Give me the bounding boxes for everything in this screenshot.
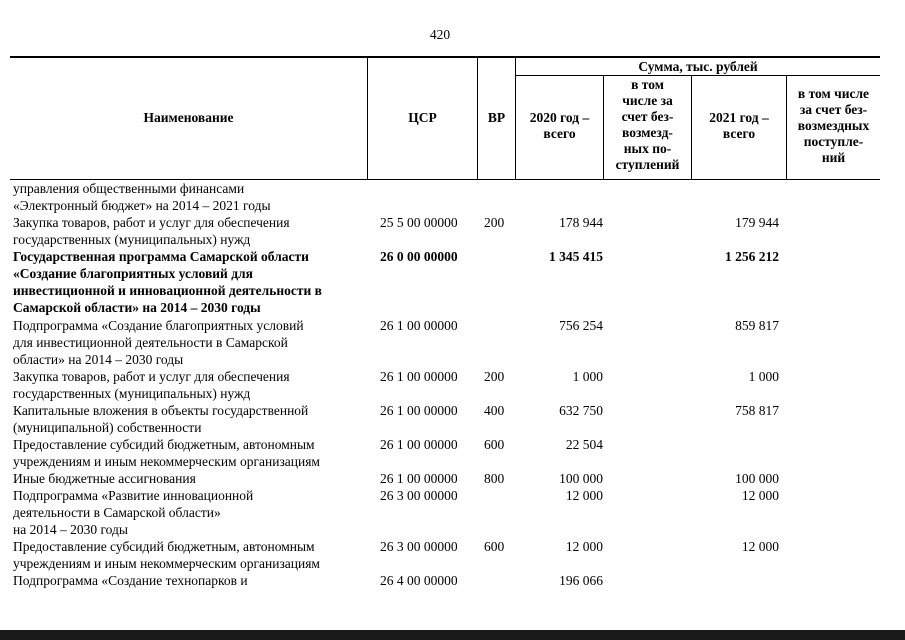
text-line: числе за xyxy=(622,93,673,108)
page-number: 420 xyxy=(429,27,451,42)
row-name xyxy=(13,368,290,402)
text-line: ний xyxy=(821,150,846,165)
text-line: Капитальные вложения в объекты государственной xyxy=(13,403,309,418)
row-name xyxy=(13,180,271,214)
row-2021: 1 256 212 xyxy=(725,249,779,264)
text-line: государственных (муниципальных) нужд xyxy=(13,386,251,401)
row-name xyxy=(13,402,308,436)
text-line: возмездных xyxy=(797,118,870,133)
text-line: «Создание благоприятных условий для xyxy=(13,266,253,281)
text-line: государственных (муниципальных) нужд xyxy=(13,232,251,247)
header-vr: ВР xyxy=(487,110,506,125)
row-2020: 12 000 xyxy=(565,539,603,554)
text-line: Предоставление субсидий бюджетным, автономным xyxy=(13,437,315,452)
row-name xyxy=(13,214,290,248)
text-line: Иные бюджетные ассигнования xyxy=(13,471,196,486)
text-line: на 2014 – 2030 годы xyxy=(13,522,128,537)
row-csr: 26 0 00 00000 xyxy=(380,249,458,264)
row-2020: 196 066 xyxy=(559,573,603,588)
row-2021: 12 000 xyxy=(741,539,779,554)
text-line: Предоставление субсидий бюджетным, автономным xyxy=(13,539,315,554)
header-2020-total xyxy=(516,110,603,142)
text-line: ступлений xyxy=(615,157,680,172)
text-line: учреждениям и иным некоммерческим организациям xyxy=(13,556,320,571)
row-csr: 26 1 00 00000 xyxy=(380,471,458,486)
text-line: ных по- xyxy=(623,141,672,156)
row-2020: 178 944 xyxy=(559,215,603,230)
row-2020: 22 504 xyxy=(565,437,603,452)
text-line: «Электронный бюджет» на 2014 – 2021 годы xyxy=(13,198,271,213)
row-2021: 859 817 xyxy=(735,318,779,333)
row-csr: 26 1 00 00000 xyxy=(380,437,458,452)
row-2021: 100 000 xyxy=(735,471,779,486)
text-line: в том xyxy=(631,77,664,92)
text-line: управления общественными финансами xyxy=(13,181,245,196)
header-csr: ЦСР xyxy=(408,110,437,125)
text-line: в том числе xyxy=(797,86,870,101)
text-line: (муниципальной) собственности xyxy=(13,420,202,435)
row-2020: 12 000 xyxy=(565,488,603,503)
text-line: возмезд- xyxy=(622,125,673,140)
row-2020: 1 345 415 xyxy=(549,249,603,264)
text-line: Подпрограмма «Создание благоприятных условий xyxy=(13,318,304,333)
row-name xyxy=(13,248,322,316)
row-csr: 26 3 00 00000 xyxy=(380,488,458,503)
row-2020: 632 750 xyxy=(559,403,603,418)
text-line: учреждениям и иным некоммерческим организациям xyxy=(13,454,320,469)
row-2020: 100 000 xyxy=(559,471,603,486)
text-line: для инвестиционной деятельности в Самарской xyxy=(13,335,288,350)
header-name: Наименование xyxy=(143,110,234,125)
row-name xyxy=(13,538,320,572)
row-csr: 26 1 00 00000 xyxy=(380,403,458,418)
text-line: инвестиционной и инновационной деятельности в xyxy=(13,283,322,298)
sum-group-divider xyxy=(515,75,880,76)
text-line: Закупка товаров, работ и услуг для обеспечения xyxy=(13,369,290,384)
text-line: Подпрограмма «Развитие инновационной xyxy=(13,488,254,503)
row-2021: 179 944 xyxy=(735,215,779,230)
row-vr: 400 xyxy=(484,403,505,418)
row-vr: 600 xyxy=(484,437,505,452)
row-csr: 26 1 00 00000 xyxy=(380,369,458,384)
text-line: поступле- xyxy=(803,134,864,149)
table-top-border xyxy=(10,56,880,58)
row-2021: 1 000 xyxy=(748,369,779,384)
row-name xyxy=(13,436,320,470)
row-2020: 1 000 xyxy=(572,369,603,384)
row-name xyxy=(13,487,253,538)
header-2020-incl xyxy=(604,77,691,173)
row-vr: 200 xyxy=(484,369,505,384)
text-line: счет без- xyxy=(621,109,674,124)
row-csr: 26 1 00 00000 xyxy=(380,318,458,333)
row-csr: 25 5 00 00000 xyxy=(380,215,458,230)
row-vr: 600 xyxy=(484,539,505,554)
scan-bottom-edge xyxy=(0,630,905,640)
text-line: всего xyxy=(543,126,576,141)
text-line: 2021 год – xyxy=(709,110,769,125)
text-line: всего xyxy=(722,126,756,141)
text-line: Государственная программа Самарской области xyxy=(13,249,309,264)
text-line: Подпрограмма «Создание технопарков и xyxy=(13,573,248,588)
text-line: деятельности в Самарской области» xyxy=(13,505,221,520)
text-line: 2020 год – xyxy=(529,110,590,125)
header-sum-group: Сумма, тыс. рублей xyxy=(638,59,758,74)
row-csr: 26 4 00 00000 xyxy=(380,573,458,588)
row-name xyxy=(13,317,304,368)
row-vr: 200 xyxy=(484,215,505,230)
row-vr: 800 xyxy=(484,471,505,486)
text-line: за счет без- xyxy=(799,102,868,117)
row-name xyxy=(13,572,248,589)
row-csr: 26 3 00 00000 xyxy=(380,539,458,554)
row-name xyxy=(13,470,196,487)
row-2021: 758 817 xyxy=(735,403,779,418)
row-2021: 12 000 xyxy=(741,488,779,503)
text-line: Закупка товаров, работ и услуг для обеспечения xyxy=(13,215,290,230)
header-2021-incl xyxy=(787,86,880,166)
text-line: области» на 2014 – 2030 годы xyxy=(13,352,184,367)
text-line: Самарской области» на 2014 – 2030 годы xyxy=(13,300,261,315)
row-2020: 756 254 xyxy=(559,318,603,333)
header-2021-total xyxy=(692,110,786,142)
